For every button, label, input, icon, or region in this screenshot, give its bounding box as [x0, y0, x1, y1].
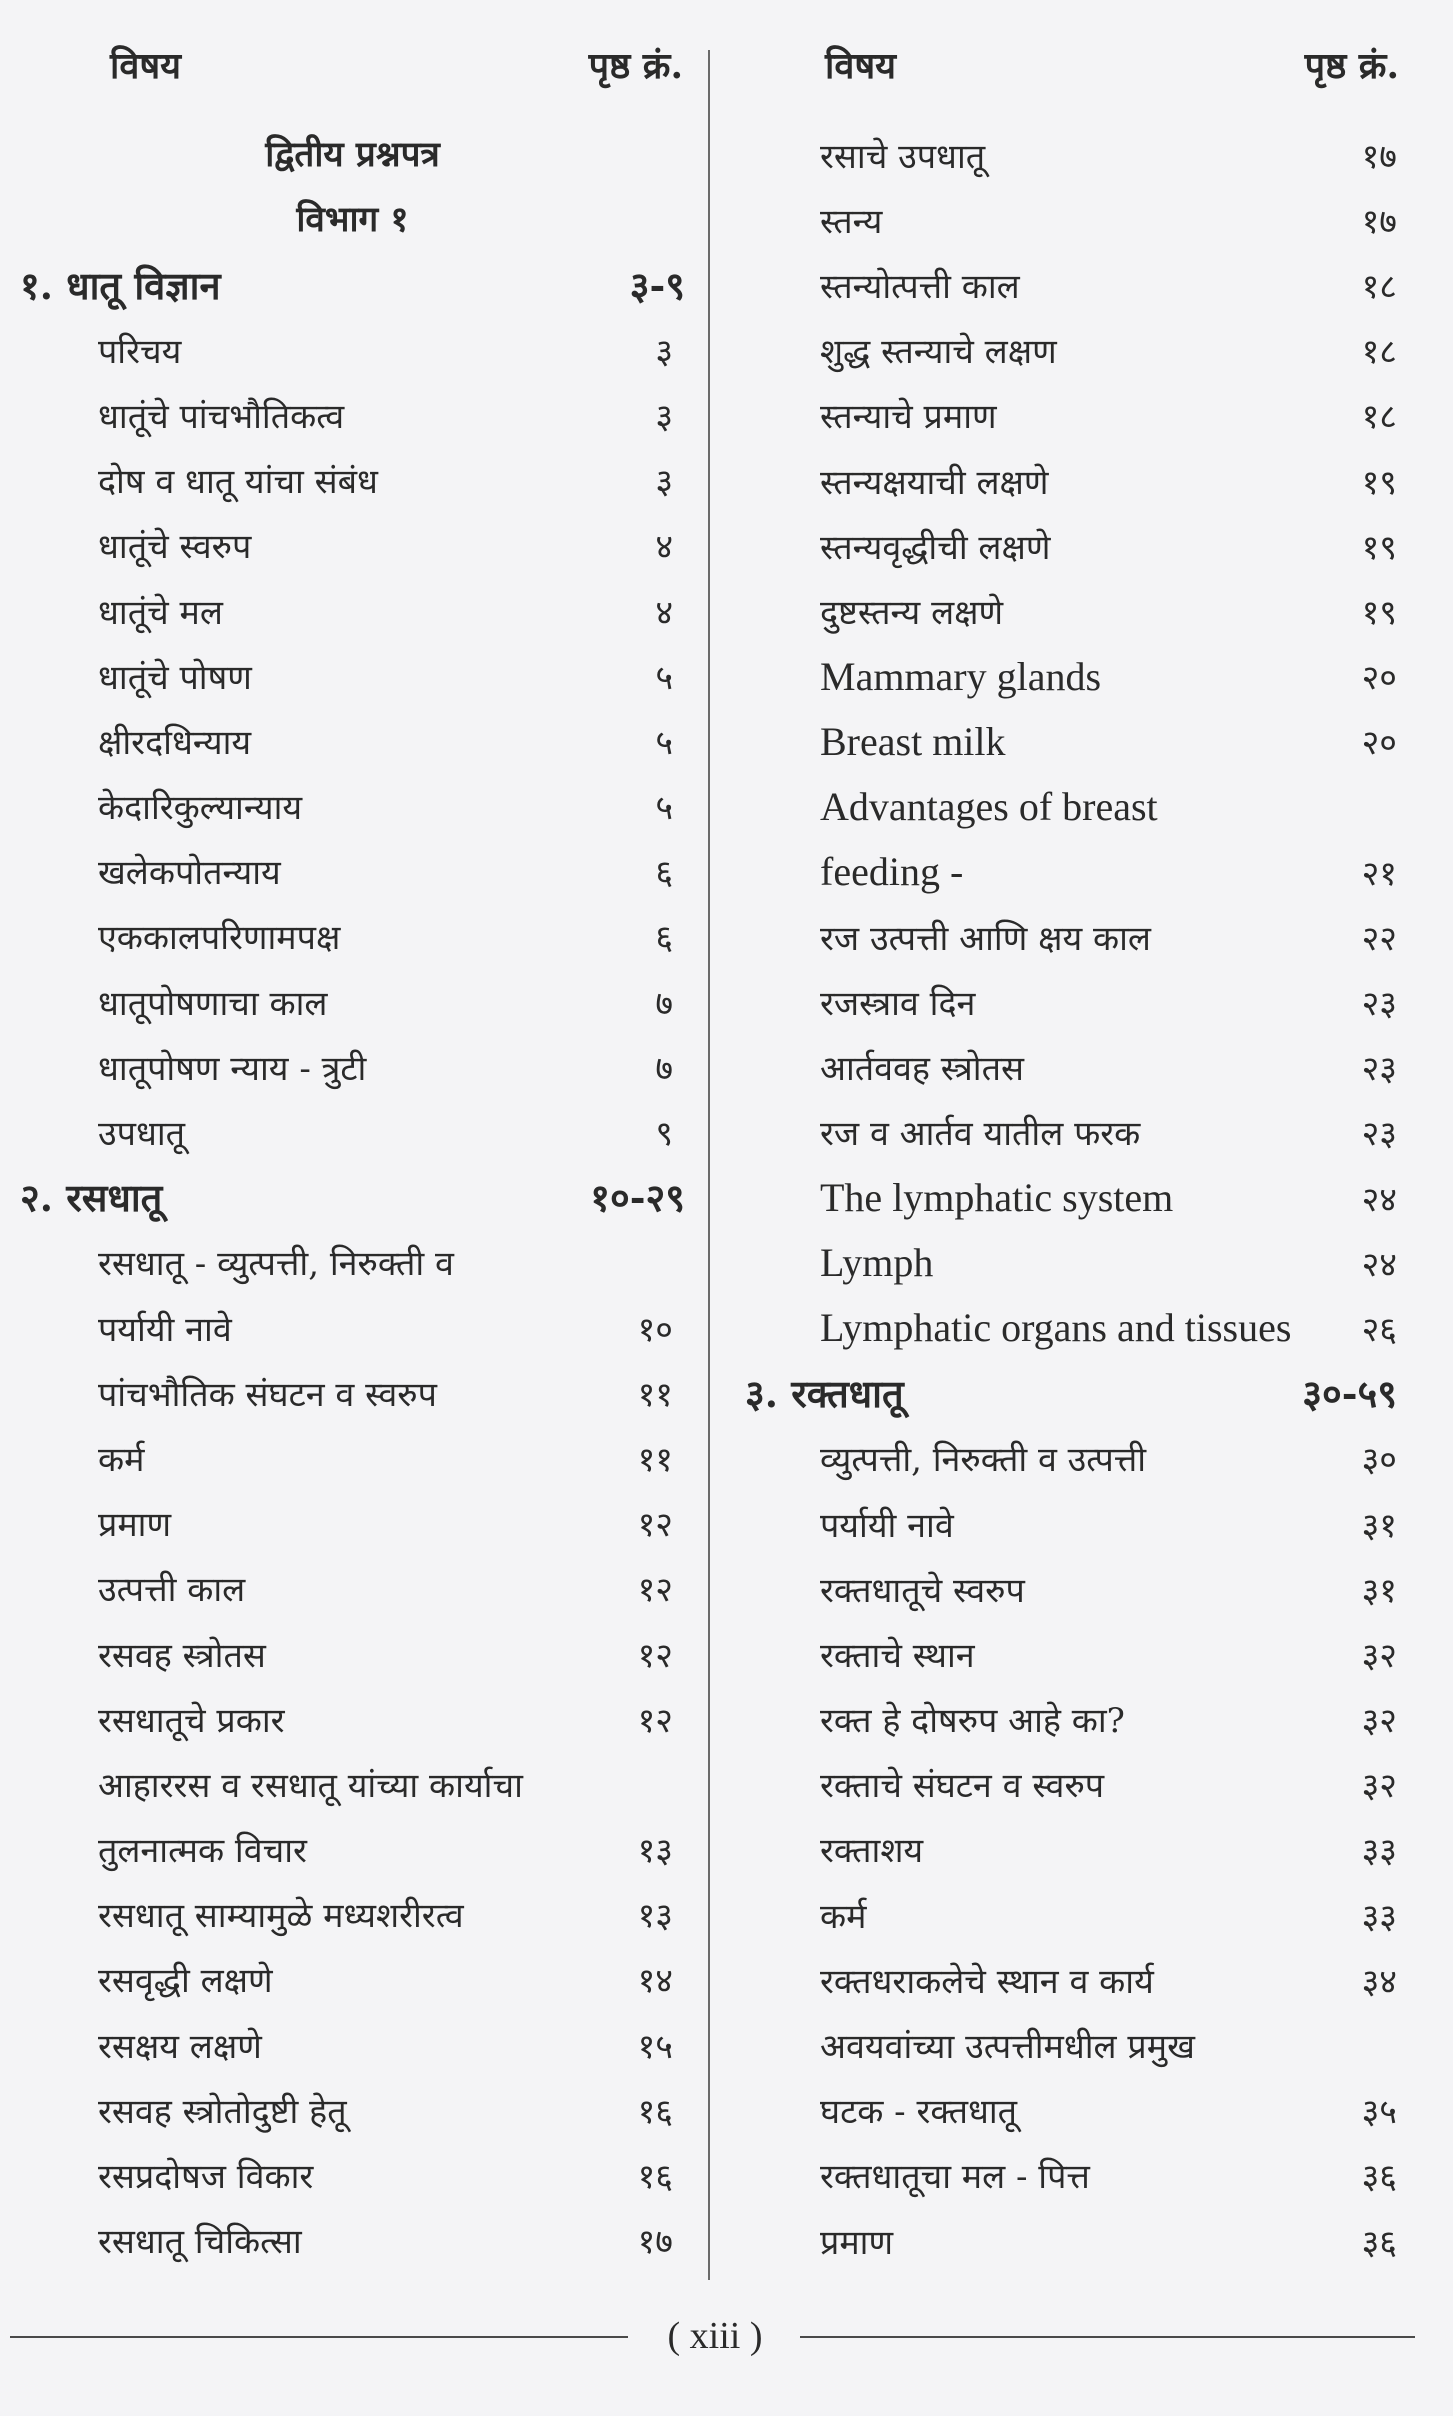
subject-heading: विषय: [110, 45, 182, 87]
toc-entry-title: रसाचे उपधातू: [820, 136, 986, 177]
toc-entry-title: रसधातू चिकित्सा: [98, 2222, 302, 2263]
toc-entry-page: १९: [1361, 462, 1397, 503]
toc-entry: [735, 2143, 1405, 2208]
toc-entry-title: २. रसधातू: [20, 1175, 163, 1221]
toc-entry-title: स्तन्योत्पत्ती काल: [820, 266, 1020, 307]
toc-entry-page: ५: [655, 788, 673, 829]
toc-entry-title: रक्तधराकलेचे स्थान व कार्य: [820, 1961, 1154, 2002]
toc-entry-page: १२: [637, 1505, 673, 1546]
footer-rule-right: [800, 2336, 1415, 2338]
toc-entry-title: रज व आर्तव यातील फरक: [820, 1114, 1141, 1155]
toc-entry-title: धातूंचे स्वरुप: [98, 527, 252, 568]
toc-entry: [20, 1686, 685, 1751]
toc-entry: [20, 1556, 685, 1621]
toc-entry: [20, 969, 685, 1034]
toc-entry-page: ७: [655, 983, 673, 1024]
toc-entry-page: १६: [637, 2157, 673, 2198]
toc-entry: [20, 1425, 685, 1490]
toc-entry: [20, 1360, 685, 1425]
toc-entry: [735, 513, 1405, 578]
toc-entry: [735, 1426, 1405, 1491]
toc-section-heading: [735, 1361, 1405, 1426]
toc-entry-title: शुद्ध स्तन्याचे लक्षण: [820, 332, 1057, 373]
toc-entry-page: ३-९: [629, 262, 685, 308]
toc-entry-title: केदारिकुल्यान्याय: [98, 788, 303, 829]
toc-entry-title: धातूपोषणाचा काल: [98, 983, 328, 1024]
toc-entry: [735, 1947, 1405, 2012]
toc-entry-page: ११: [637, 1374, 673, 1415]
toc-entry: [735, 644, 1405, 709]
toc-entry-page: ६: [655, 918, 673, 959]
toc-entry: [735, 969, 1405, 1034]
toc-entry-title: रजस्त्राव दिन: [820, 984, 976, 1025]
paper-title: द्वितीय प्रश्नपत्र: [265, 134, 440, 175]
toc-entry-page: १६: [637, 2091, 673, 2132]
toc-entry: [20, 317, 685, 382]
toc-entry: [735, 1230, 1405, 1295]
left-column-header: [20, 40, 685, 122]
toc-entry-page: १४: [637, 1961, 673, 2002]
toc-entry-page: ३०-५९: [1302, 1371, 1397, 1417]
toc-entry-title: एककालपरिणामपक्ष: [98, 918, 341, 959]
toc-entry-page: २३: [1361, 1049, 1397, 1090]
toc-entry: [735, 1621, 1405, 1686]
toc-entry-page: ४: [655, 592, 673, 633]
toc-entry: [735, 774, 1405, 839]
toc-entry-title: व्युत्पत्ती, निरुक्ती व उत्पत्ती: [820, 1440, 1147, 1481]
toc-entry-page: १२: [637, 1570, 673, 1611]
toc-entry-title: धातूंचे पांचभौतिकत्व: [98, 396, 345, 437]
toc-entry-title: स्तन्यक्षयाची लक्षणे: [820, 462, 1049, 503]
toc-entry: [20, 1817, 685, 1882]
toc-entry-title: रसवह स्त्रोतोदुष्टी हेतू: [98, 2091, 347, 2132]
right-column: [735, 40, 1405, 2273]
page-footer: [0, 2306, 1453, 2366]
toc-entry-page: ७: [655, 1048, 673, 1089]
toc-entry-title: पर्यायी नावे: [98, 1309, 232, 1350]
toc-entry-title: घटक - रक्तधातू: [820, 2092, 1018, 2133]
toc-entry-title: उत्पत्ती काल: [98, 1570, 246, 1611]
toc-entry-page: १५: [637, 2026, 673, 2067]
toc-entry-page: ३: [655, 462, 673, 503]
toc-entry: [735, 2012, 1405, 2077]
toc-entry-page: २०: [1361, 658, 1397, 699]
toc-entry-page: ५: [655, 722, 673, 763]
toc-entry-page: १९: [1361, 592, 1397, 633]
toc-entry-title: दुष्टस्तन्य लक्षणे: [820, 592, 1004, 633]
toc-entry-title: रसप्रदोषज विकार: [98, 2157, 314, 2198]
toc-entry-title: परिचय: [98, 331, 182, 372]
toc-entry: [735, 1295, 1405, 1360]
toc-entry-title: पर्यायी नावे: [820, 1505, 954, 1546]
toc-entry-title: रक्तधातूचे स्वरुप: [820, 1570, 1025, 1611]
right-column-header: [735, 40, 1405, 122]
toc-section-heading: [20, 1165, 685, 1230]
toc-entry-title: Mammary glands: [820, 653, 1102, 699]
toc-entry-page: २२: [1361, 918, 1397, 959]
toc-entry: [20, 448, 685, 513]
toc-entry-page: १३: [637, 1831, 673, 1872]
toc-entry-title: अवयवांच्या उत्पत्तीमधील प्रमुख: [820, 2027, 1195, 2068]
toc-entry-page: ३६: [1361, 2157, 1397, 2198]
page-number-heading: पृष्ठ क्रं.: [588, 45, 683, 87]
toc-entry-page: १८: [1361, 397, 1397, 438]
toc-entry: [20, 1751, 685, 1816]
subject-heading: विषय: [825, 45, 897, 87]
footer-rule-left: [10, 2336, 628, 2338]
toc-entry: [735, 1165, 1405, 1230]
toc-entry-page: १२: [637, 1635, 673, 1676]
toc-entry-title: रसधातू साम्यामुळे मध्यशरीरत्व: [98, 1896, 464, 1937]
toc-entry-page: ३२: [1361, 1635, 1397, 1676]
toc-entry-page: २६: [1361, 1309, 1397, 1350]
toc-entry: [735, 1687, 1405, 1752]
toc-entry: [20, 2208, 685, 2273]
toc-entry: [20, 2012, 685, 2077]
toc-entry-title: ३. रक्तधातू: [745, 1371, 904, 1417]
toc-entry: [735, 1556, 1405, 1621]
toc-entry-page: १७: [637, 2222, 673, 2263]
part-title: विभाग १: [296, 199, 409, 240]
toc-entry: [20, 578, 685, 643]
toc-entry: [20, 382, 685, 447]
toc-entry-title: रक्ताशय: [820, 1831, 924, 1872]
toc-entry: [20, 513, 685, 578]
toc-entry-page: १७: [1361, 136, 1397, 177]
toc-entry: [735, 1491, 1405, 1556]
toc-entry-page: ४: [655, 527, 673, 568]
toc-entry: [20, 1947, 685, 2012]
toc-entry-page: ३२: [1361, 1766, 1397, 1807]
left-toc-list: [20, 252, 685, 2273]
toc-entry: [20, 1230, 685, 1295]
toc-entry-page: २३: [1361, 1114, 1397, 1155]
toc-entry: [20, 1295, 685, 1360]
toc-entry-title: दोष व धातू यांचा संबंध: [98, 462, 378, 503]
toc-entry: [20, 708, 685, 773]
toc-entry-title: कर्म: [820, 1896, 867, 1937]
toc-entry-page: ३१: [1361, 1570, 1397, 1611]
toc-entry-page: ३४: [1361, 1961, 1397, 2002]
toc-entry-title: स्तन्यवृद्धीची लक्षणे: [820, 527, 1051, 568]
toc-entry-title: स्तन्याचे प्रमाण: [820, 397, 997, 438]
toc-entry: [735, 1817, 1405, 1882]
toc-entry: [735, 839, 1405, 904]
toc-entry-page: ११: [637, 1439, 673, 1480]
toc-entry-title: कर्म: [98, 1439, 145, 1480]
toc-entry-page: ३०: [1361, 1440, 1397, 1481]
toc-entry: [735, 383, 1405, 448]
page-number-label: ( xiii ): [667, 2315, 763, 2357]
toc-entry-title: स्तन्य: [820, 201, 883, 242]
toc-entry-page: १७: [1361, 201, 1397, 242]
toc-entry-title: पांचभौतिक संघटन व स्वरुप: [98, 1374, 437, 1415]
toc-entry-title: धातूंचे मल: [98, 592, 223, 633]
toc-entry-title: Advantages of breast: [820, 783, 1158, 829]
toc-entry: [20, 2077, 685, 2142]
toc-entry-page: ३५: [1361, 2092, 1397, 2133]
toc-entry-title: रक्ताचे संघटन व स्वरुप: [820, 1766, 1105, 1807]
toc-entry-page: ३: [655, 396, 673, 437]
toc-entry: [735, 318, 1405, 383]
toc-entry-title: रक्ताचे स्थान: [820, 1635, 975, 1676]
toc-entry-title: feeding -: [820, 849, 964, 895]
toc-entry: [20, 1882, 685, 1947]
toc-entry-title: The lymphatic system: [820, 1175, 1174, 1221]
toc-entry: [735, 252, 1405, 317]
toc-entry-title: रसवृद्धी लक्षणे: [98, 1961, 273, 2002]
toc-entry-title: रसधातूचे प्रकार: [98, 1700, 285, 1741]
toc-entry-page: २१: [1361, 853, 1397, 894]
toc-entry-page: ३: [655, 331, 673, 372]
toc-entry-title: रक्त हे दोषरुप आहे का?: [820, 1701, 1125, 1742]
toc-entry-title: प्रमाण: [820, 2222, 894, 2263]
toc-entry-title: रसधातू - व्युत्पत्ती, निरुक्ती व: [98, 1244, 454, 1285]
toc-entry-title: आहाररस व रसधातू यांच्या कार्याचा: [98, 1765, 523, 1806]
toc-entry: [20, 774, 685, 839]
toc-entry: [735, 904, 1405, 969]
toc-entry: [735, 1035, 1405, 1100]
toc-entry-page: ३३: [1361, 1896, 1397, 1937]
toc-entry: [735, 1752, 1405, 1817]
toc-entry-page: ९: [655, 1114, 673, 1155]
toc-entry: [735, 2078, 1405, 2143]
column-divider: [708, 50, 710, 2280]
toc-entry-title: रसक्षय लक्षणे: [98, 2026, 262, 2067]
toc-entry-title: खलेकपोतन्याय: [98, 853, 281, 894]
toc-entry-page: १८: [1361, 266, 1397, 307]
toc-entry: [20, 1099, 685, 1164]
toc-entry-title: रक्तधातूचा मल - पित्त: [820, 2157, 1090, 2198]
toc-entry: [20, 2142, 685, 2207]
toc-entry-title: आर्तववह स्त्रोतस: [820, 1049, 1024, 1090]
toc-entry-page: ३१: [1361, 1505, 1397, 1546]
toc-entry-page: ६: [655, 853, 673, 894]
toc-section-heading: [20, 252, 685, 317]
toc-entry-title: तुलनात्मक विचार: [98, 1831, 307, 1872]
toc-entry-title: रसवह स्त्रोतस: [98, 1635, 266, 1676]
toc-entry: [20, 1034, 685, 1099]
toc-entry-page: १२: [637, 1700, 673, 1741]
toc-entry: [735, 1100, 1405, 1165]
toc-entry-title: धातूपोषण न्याय - त्रुटी: [98, 1048, 367, 1089]
toc-entry-page: ३३: [1361, 1831, 1397, 1872]
toc-entry-page: १३: [637, 1896, 673, 1937]
toc-entry: [20, 839, 685, 904]
toc-entry-page: ३२: [1361, 1701, 1397, 1742]
toc-entry-page: २४: [1361, 1179, 1397, 1220]
toc-entry-page: १०-२९: [590, 1175, 685, 1221]
toc-entry: [735, 448, 1405, 513]
toc-entry-title: Breast milk: [820, 718, 1006, 764]
toc-entry: [735, 187, 1405, 252]
toc-entry-title: उपधातू: [98, 1114, 186, 1155]
toc-entry-title: Lymph: [820, 1240, 934, 1286]
toc-entry: [735, 1882, 1405, 1947]
left-column: [20, 40, 685, 2273]
toc-entry: [20, 1491, 685, 1556]
toc-entry-title: Lymphatic organs and tissues: [820, 1305, 1292, 1351]
toc-entry-page: ५: [655, 657, 673, 698]
toc-entry-title: १. धातू विज्ञान: [20, 262, 221, 308]
toc-entry-title: प्रमाण: [98, 1505, 172, 1546]
toc-entry: [735, 578, 1405, 643]
toc-entry: [20, 904, 685, 969]
toc-entry-title: धातूंचे पोषण: [98, 657, 252, 698]
toc-entry: [735, 709, 1405, 774]
toc-entry: [20, 643, 685, 708]
toc-entry-title: क्षीरदधिन्याय: [98, 722, 252, 763]
toc-entry-page: २३: [1361, 984, 1397, 1025]
toc-entry-page: १८: [1361, 332, 1397, 373]
page-number-heading: पृष्ठ क्रं.: [1304, 45, 1399, 87]
toc-entry-page: २४: [1361, 1244, 1397, 1285]
toc-entry-page: ३६: [1361, 2222, 1397, 2263]
right-toc-list: [735, 122, 1405, 2273]
toc-entry-page: २०: [1361, 723, 1397, 764]
toc-entry-page: १०: [637, 1309, 673, 1350]
toc-entry: [735, 122, 1405, 187]
toc-entry-title: रज उत्पत्ती आणि क्षय काल: [820, 918, 1151, 959]
toc-entry: [735, 2208, 1405, 2273]
toc-entry: [20, 1621, 685, 1686]
toc-entry-page: १९: [1361, 527, 1397, 568]
